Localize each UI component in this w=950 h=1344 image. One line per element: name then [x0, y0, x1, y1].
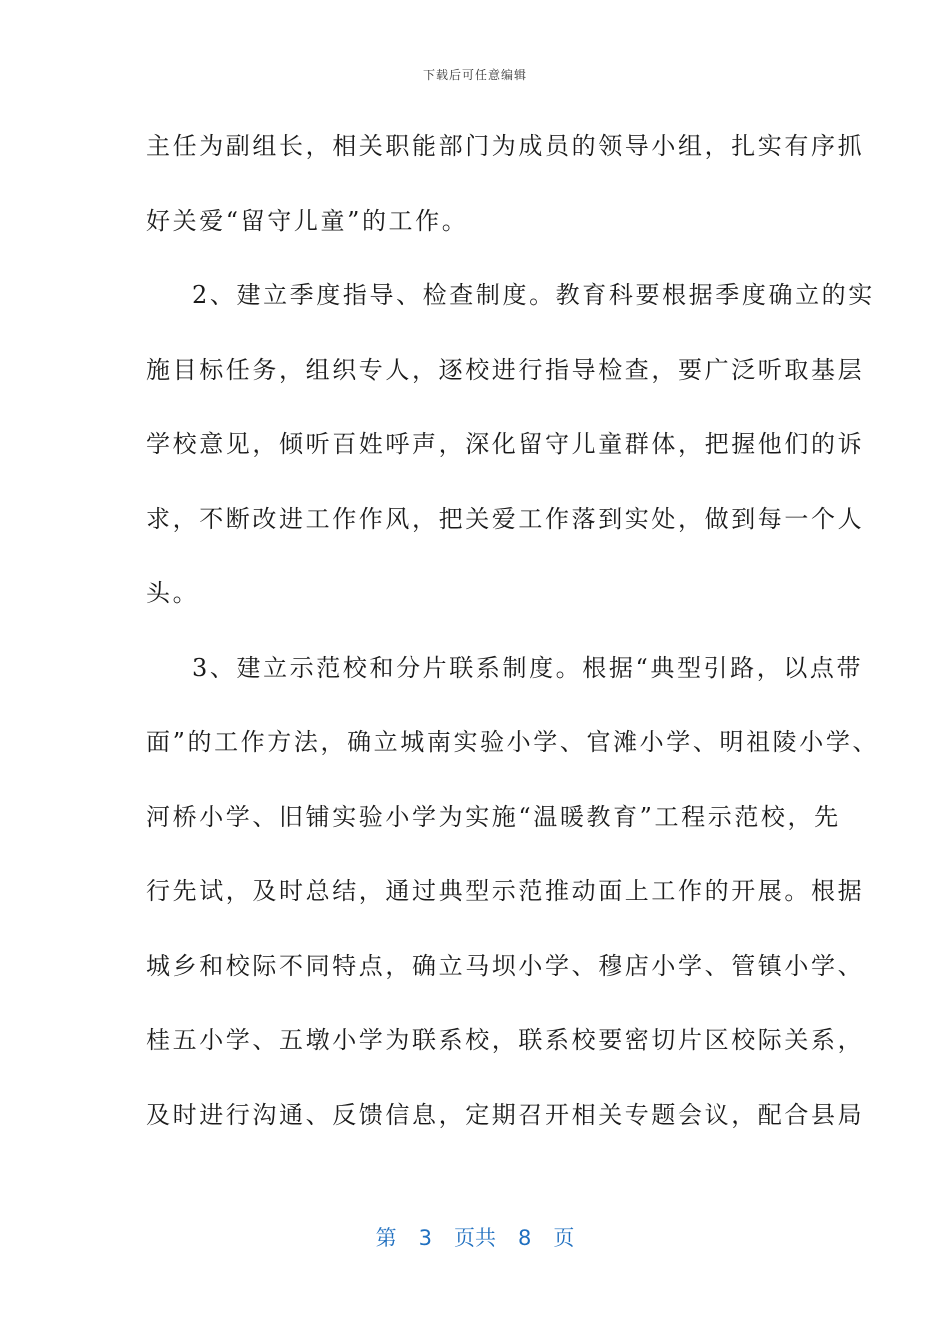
document-body — [146, 122, 880, 1165]
text-line: 及时进行沟通、反馈信息，定期召开相关专题会议，配合县局 — [146, 1100, 865, 1129]
total-pages: 8 — [518, 1226, 532, 1250]
text-line: 行先试，及时总结，通过典型示范推动面上工作的开展。根据 — [146, 877, 865, 905]
page-number — [0, 1222, 950, 1252]
page-suffix: 页 — [553, 1226, 575, 1250]
text-line: 施目标任务，组织专人，逐校进行指导检查，要广泛听取基层 — [146, 355, 865, 384]
current-page: 3 — [418, 1226, 432, 1250]
text-line: 学校意见，倾听百姓呼声，深化留守儿童群体，把握他们的诉 — [146, 430, 865, 458]
text-line: 主任为副组长，相关职能部门为成员的领导小组，扎实有序抓 — [146, 132, 865, 160]
text-line: 桂五小学、五墩小学为联系校，联系校要密切片区校际关系， — [146, 1026, 865, 1054]
text-line: 面”的工作方法，确立城南实验小学、官滩小学、明祖陵小学、 — [146, 728, 880, 756]
text-line: 好关爱“留守儿童”的工作。 — [146, 206, 469, 235]
text-line: 求，不断改进工作作风，把关爱工作落到实处，做到每一个人 — [146, 504, 865, 533]
text-line: 河桥小学、旧铺实验小学为实施“温暖教育”工程示范校，先 — [146, 802, 841, 831]
page-prefix: 第 — [375, 1226, 397, 1250]
paragraph-start-line: 2、建立季度指导、检查制度。教育科要根据季度确立的实 — [192, 281, 875, 309]
page-mid: 页共 — [454, 1226, 496, 1250]
download-note: 下载后可任意编辑 — [422, 68, 527, 82]
paragraph-start-line: 3、建立示范校和分片联系制度。根据“典型引路，以点带 — [192, 653, 864, 682]
text-line: 头。 — [146, 579, 200, 607]
text-line: 城乡和校际不同特点，确立马坝小学、穆店小学、管镇小学、 — [146, 951, 865, 980]
